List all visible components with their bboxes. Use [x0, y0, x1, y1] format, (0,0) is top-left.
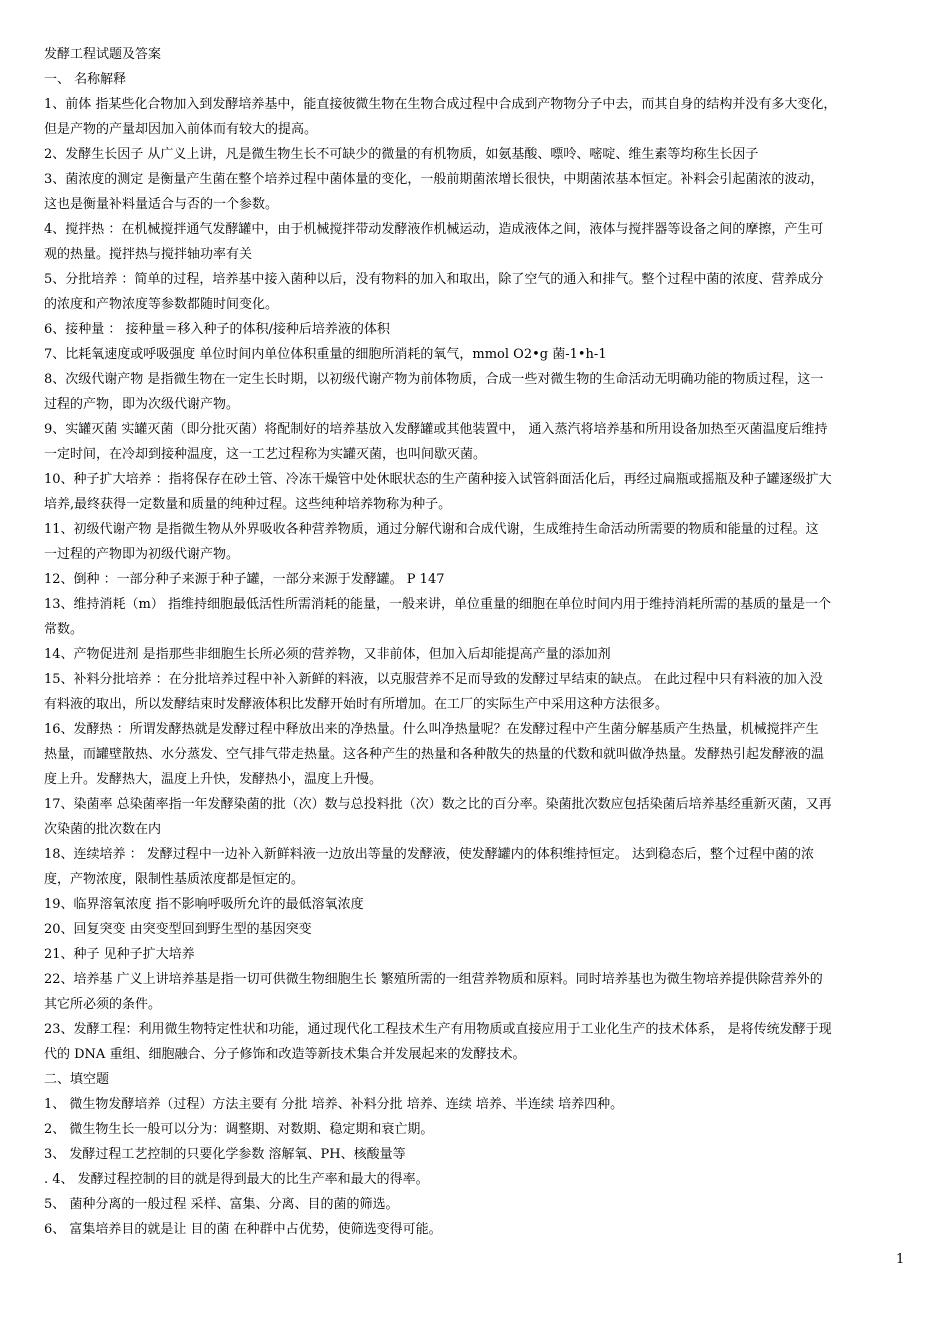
text-line: 11、初级代谢产物 是指微生物从外界吸收各种营养物质，通过分解代谢和合成代谢，生成维持生命活动所需要的物质和能量的过程。这: [44, 522, 819, 537]
text-line: 5、分批培养 ：简单的过程，培养基中接入菌种以后，没有物料的加入和取出，除了空气的通入和排气。整个过程中菌的浓度、营养成分: [44, 272, 824, 287]
text-line: 7、比耗氧速度或呼吸强度 单位时间内单位体积重量的细胞所消耗的氧气，mmol O2•g 菌-1•h-1: [44, 347, 607, 362]
text-line: 2、 微生物生长一般可以分为：调整期、对数期、稳定期和衰亡期。: [44, 1122, 434, 1137]
text-line: 热量，而罐壁散热、水分蒸发、空气排气带走热量。这各种产生的热量和各种散失的热量的代数和就叫做净热量。发酵热引起发酵液的温: [44, 747, 825, 762]
text-line: 19、临界溶氧浓度 指不影响呼吸所允许的最低溶氧浓度: [44, 897, 364, 912]
text-line: 5、 菌种分离的一般过程 采样、富集、分离、目的菌的筛选。: [44, 1197, 399, 1212]
text-line: 但是产物的产量却因加入前体而有较大的提高。: [44, 122, 318, 137]
text-line: 二、填空题: [44, 1072, 110, 1087]
text-line: 6、接种量 ： 接种量＝移入种子的体积/接种后培养液的体积: [44, 322, 390, 337]
text-line: 16、发酵热 ：所谓发酵热就是发酵过程中释放出来的净热量。什么叫净热量呢？在发酵过程中产生菌分解基质产生热量，机械搅拌产生: [44, 722, 819, 737]
text-line: 的浓度和产物浓度等参数都随时间变化。: [44, 297, 279, 312]
text-line: 培养,最终获得一定数量和质量的纯种过程。这些纯种培养物称为种子。: [44, 497, 452, 512]
text-line: 14、产物促进剂 是指那些非细胞生长所必须的营养物，又非前体，但加入后却能提高产量的添加剂: [44, 647, 611, 662]
document-title: 发酵工程试题及答案: [44, 47, 162, 62]
text-line: 1、前体 指某些化合物加入到发酵培养基中，能直接彼微生物在生物合成过程中合成到产物物分子中去，而其自身的结构并没有多大变化，: [44, 97, 837, 112]
text-line: 21、种子 见种子扩大培养: [44, 947, 195, 962]
text-line: 代的 DNA 重组、细胞融合、分子修饰和改造等新技术集合并发展起来的发酵技术。: [44, 1047, 526, 1062]
text-line: 这也是衡量补料量适合与否的一个参数。: [44, 197, 279, 212]
text-line: 次染菌的批次数在内: [44, 822, 162, 837]
section-heading-definitions: 一、 名称解释: [44, 72, 127, 87]
text-line: 过程的产物，即为次级代谢产物。: [44, 397, 240, 412]
text-line: 23、发酵工程：利用微生物特定性状和功能，通过现代化工程技术生产有用物质或直接应用于工业化生产的技术体系， 是将传统发酵于现: [44, 1022, 832, 1037]
text-line: 1、 微生物发酵培养（过程）方法主要有 分批 培养、补料分批 培养、连续 培养、半连续 培养四种。: [44, 1097, 624, 1112]
text-line: 22、培养基 广义上讲培养基是指一切可供微生物细胞生长 繁殖所需的一组营养物质和原料。同时培养基也为微生物培养提供除营养外的: [44, 972, 823, 987]
text-line: 一定时间，在冷却到接种温度，这一工艺过程称为实罐灭菌，也叫间歇灭菌。: [44, 447, 487, 462]
text-line: 度上升。发酵热大，温度上升快，发酵热小，温度上升慢。: [44, 772, 383, 787]
text-line: 一过程的产物即为初级代谢产物。: [44, 547, 240, 562]
text-line: 20、回复突变 由突变型回到野生型的基因突变: [44, 922, 312, 937]
text-lines: [44, 92, 910, 1242]
text-line: 有料液的取出，所以发酵结束时发酵液体积比发酵开始时有所增加。在工厂的实际生产中采用这种方法很多。: [44, 697, 669, 712]
text-line: 3、菌浓度的测定 是衡量产生菌在整个培养过程中菌体量的变化，一般前期菌浓增长很快，中期菌浓基本恒定。补料会引起菌浓的波动，: [44, 172, 824, 187]
text-line: 其它所必须的条件。: [44, 997, 162, 1012]
text-line: 2、发酵生长因子 从广义上讲，凡是微生物生长不可缺少的微量的有机物质，如氨基酸、嘌呤、嘧啶、维生素等均称生长因子: [44, 147, 759, 162]
text-line: 度，产物浓度，限制性基质浓度都是恒定的。: [44, 872, 305, 887]
text-line: 18、连续培养 ： 发酵过程中一边补入新鲜料液一边放出等量的发酵液，使发酵罐内的体积维持恒定。 达到稳态后，整个过程中菌的浓: [44, 847, 814, 862]
text-line: . 4、 发酵过程控制的目的就是得到最大的比生产率和最大的得率。: [44, 1172, 429, 1187]
text-line: 3、 发酵过程工艺控制的只要化学参数 溶解氧、PH、核酸量等: [44, 1147, 406, 1162]
text-line: 8、次级代谢产物 是指微生物在一定生长时期，以初级代谢产物为前体物质，合成一些对微生物的生命活动无明确功能的物质过程，这一: [44, 372, 824, 387]
text-line: 13、维持消耗（m） 指维持细胞最低活性所需消耗的能量，一般来讲，单位重量的细胞在单位时间内用于维持消耗所需的基质的量是一个: [44, 597, 832, 612]
text-line: 9、实罐灭菌 实罐灭菌（即分批灭菌）将配制好的培养基放入发酵罐或其他装置中， 通入蒸汽将培养基和所用设备加热至灭菌温度后维持: [44, 422, 828, 437]
text-line: 10、种子扩大培养 ：指将保存在砂土管、冷冻干燥管中处休眠状态的生产菌种接入试管斜面活化后，再经过扁瓶或摇瓶及种子罐逐级扩大: [44, 472, 832, 487]
text-line: 15、补料分批培养 ：在分批培养过程中补入新鲜的料液，以克服营养不足而导致的发酵过早结束的缺点。 在此过程中只有料液的加入没: [44, 672, 823, 687]
text-line: 12、倒种 ：一部分种子来源于种子罐，一部分来源于发酵罐。 P 147: [44, 572, 445, 587]
text-line: 观的热量。搅拌热与搅拌轴功率有关: [44, 247, 253, 262]
text-line: 4、搅拌热 ：在机械搅拌通气发酵罐中，由于机械搅拌带动发酵液作机械运动，造成液体之间，液体与搅拌器等设备之间的摩擦，产生可: [44, 222, 824, 237]
text-line: 17、染菌率 总染菌率指一年发酵染菌的批（次）数与总投料批（次）数之比的百分率。染菌批次数应包括染菌后培养基经重新灭菌，又再: [44, 797, 832, 812]
text-line: 常数。: [44, 622, 84, 637]
document-body: [44, 42, 910, 1242]
text-line: 6、 富集培养目的就是让 目的菌 在种群中占优势，使筛选变得可能。: [44, 1222, 442, 1237]
page-number: 1: [896, 1252, 905, 1267]
